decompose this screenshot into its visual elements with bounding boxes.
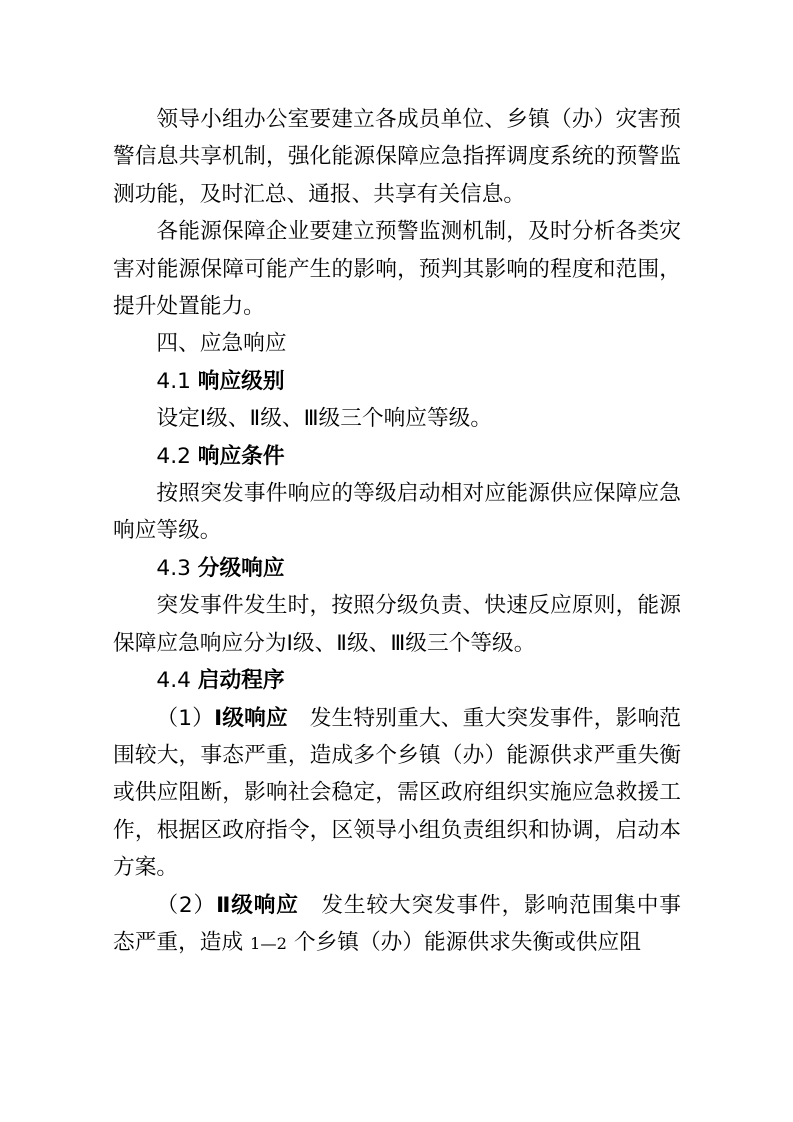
text-run: 4.1 bbox=[156, 368, 198, 394]
text-run: （2） bbox=[156, 892, 217, 918]
heading-section-4-emergency-response bbox=[113, 325, 681, 362]
text-run: （1） bbox=[156, 705, 215, 731]
bold-text-run: 分级响应 bbox=[197, 555, 285, 581]
text-run: 领导小组办公室要建立各成员单位、乡镇（办）灾害预警信息共享机制，强化能源保障应急指挥调度系统的预警监测功能，及时汇总、通报、共享有关信息。 bbox=[113, 107, 681, 207]
text-run: 各能源保障企业要建立预警监测机制，及时分析各类灾害对能源保障可能产生的影响，预判其影响的程度和范围，提升处置能力。 bbox=[113, 219, 681, 320]
para-level-1-response bbox=[113, 700, 681, 887]
text-run: 4.2 bbox=[156, 443, 198, 469]
bold-text-run: Ⅰ级响应 bbox=[214, 705, 288, 731]
text-run: 按照突发事件响应的等级启动相对应能源供应保障应急响应等级。 bbox=[113, 481, 681, 544]
bold-text-run: Ⅱ级响应 bbox=[216, 892, 299, 918]
para-graded-response-body bbox=[113, 587, 681, 662]
heading-4-4-startup-procedure bbox=[113, 662, 681, 699]
document-text-block bbox=[113, 101, 681, 962]
heading-4-3-graded-response bbox=[113, 550, 681, 587]
text-run: 四、应急响应 bbox=[156, 331, 287, 357]
bold-text-run: 启动程序 bbox=[197, 668, 285, 694]
text-run: 4.3 bbox=[156, 555, 198, 581]
text-run: 设定Ⅰ级、Ⅱ级、Ⅲ级三个响应等级。 bbox=[156, 406, 493, 432]
para-level-2-response bbox=[113, 887, 681, 963]
para-leading-group-warning-sharing bbox=[113, 101, 681, 213]
bold-text-run: 响应级别 bbox=[197, 368, 285, 394]
text-run: 发生较大突发事件，影响范围集中事态严重，造成 bbox=[113, 892, 681, 955]
text-run: 发生特别重大、重大突发事件，影响范围较大，事态严重，造成多个乡镇（办）能源供求严重失衡或供应阻断，影响社会稳定，需区政府组织实施应急救援工作，根据区政府指令，区领导小组负责组织和协调，启动本方案。 bbox=[113, 705, 681, 881]
text-run: 4.4 bbox=[156, 668, 198, 694]
para-response-conditions-body bbox=[113, 475, 681, 550]
heading-4-2-response-conditions bbox=[113, 438, 681, 475]
latin-number-run: 1—2 bbox=[250, 933, 287, 953]
para-three-response-levels bbox=[113, 400, 681, 437]
text-run: 突发事件发生时，按照分级负责、快速反应原则，能源保障应急响应分为Ⅰ级、Ⅱ级、Ⅲ级三个等级。 bbox=[113, 593, 681, 656]
text-run: 个乡镇（办）能源供求失衡或供应阻 bbox=[287, 929, 641, 955]
para-energy-enterprises-monitoring bbox=[113, 213, 681, 325]
bold-text-run: 响应条件 bbox=[197, 443, 285, 469]
heading-4-1-response-levels bbox=[113, 363, 681, 400]
